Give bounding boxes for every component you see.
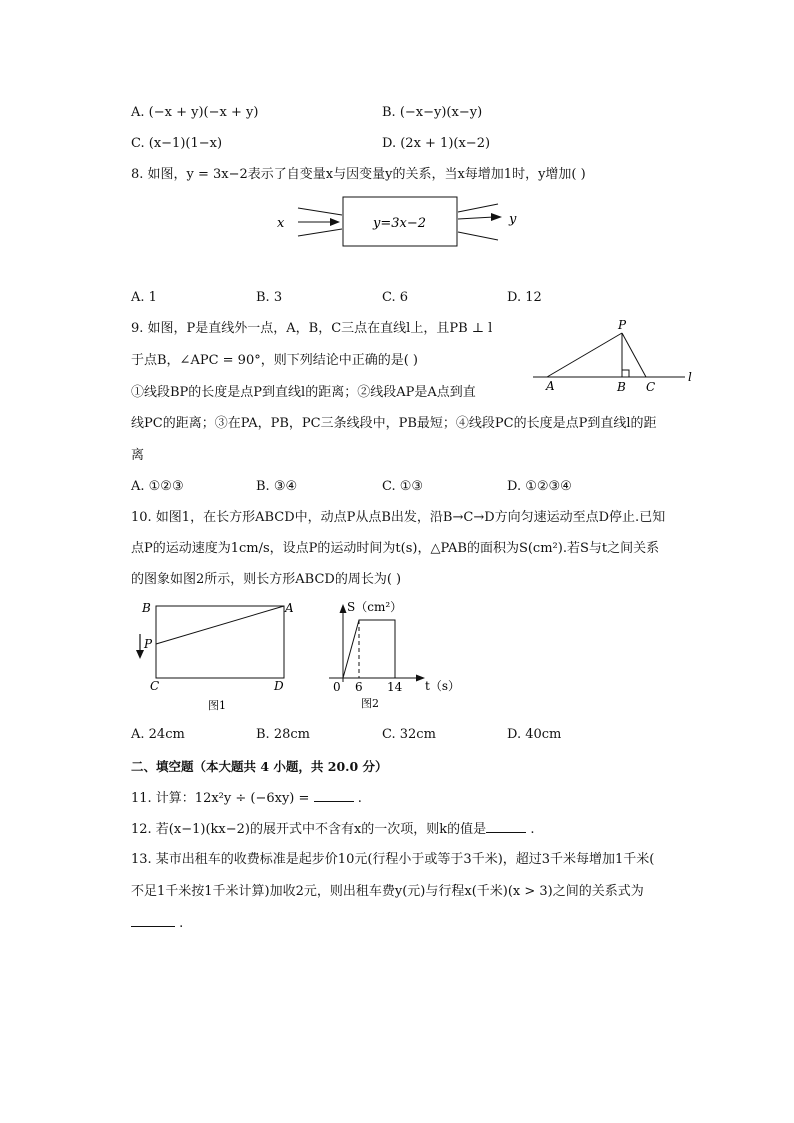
- segment-pa: [156, 606, 284, 644]
- rectangle-abcd: [156, 606, 284, 678]
- q7-option-d: D. (2x + 1)(x−2): [382, 136, 491, 151]
- q9-option-d: D. ①②③④: [507, 479, 572, 494]
- q9-stem-line2: 于点B，∠APC = 90°，则下列结论中正确的是( ): [131, 353, 419, 368]
- q8-option-b: B. 3: [256, 290, 283, 305]
- q10-stem-line1: 10. 如图1，在长方形ABCD中，动点P从点B出发，沿B→C→D方向匀速运动至点D停止.已知: [131, 510, 666, 525]
- q13-answer-blank[interactable]: [131, 914, 175, 927]
- q8-option-a: A. 1: [131, 290, 157, 305]
- q9-figure: [525, 316, 705, 394]
- q10-option-b: B. 28cm: [256, 727, 310, 742]
- q8-option-d: D. 12: [507, 290, 542, 305]
- fig1-label-d: D: [274, 679, 284, 693]
- q10-figure1: [130, 596, 310, 718]
- q10-figure2: [325, 596, 465, 718]
- q10-option-d: D. 40cm: [507, 727, 562, 742]
- q7-option-a: A. (−x + y)(−x + y): [131, 105, 259, 120]
- q8-output-label: y: [509, 212, 517, 227]
- q9-stem-line4: 线PC的距离；③在PA，PB，PC三条线段中，PB最短；④线段PC的长度是点P到直线l的距: [131, 416, 657, 431]
- fig2-x-label: t（s）: [425, 679, 460, 693]
- segment-pa: [547, 333, 622, 377]
- fig1-caption: 图1: [208, 699, 226, 712]
- q8-function-diagram: [270, 190, 530, 252]
- q12: [131, 820, 534, 839]
- fig2-y-label: S（cm²）: [347, 600, 403, 614]
- q12-answer-blank[interactable]: [486, 820, 526, 833]
- fig1-label-p: P: [144, 637, 153, 651]
- q11-answer-blank[interactable]: [314, 789, 354, 802]
- q9-stem-line5: 离: [131, 448, 145, 463]
- q9-label-l: l: [688, 370, 692, 384]
- q8-input-label: x: [277, 216, 285, 231]
- q13-suffix: .: [179, 916, 184, 931]
- q10-option-c: C. 32cm: [382, 727, 436, 742]
- right-angle-mark: [622, 370, 629, 377]
- fig2-origin: 0: [333, 680, 341, 694]
- q7-option-b: B. (−x−y)(x−y): [382, 105, 483, 120]
- fig1-label-b: B: [142, 601, 151, 615]
- q7-option-c: C. (x−1)(1−x): [131, 136, 223, 151]
- q10-stem-line3: 的图象如图2所示，则长方形ABCD的周长为( ): [131, 572, 402, 587]
- q9-stem-line1: 9. 如图，P是直线外一点，A，B，C三点在直线l上，且PB ⊥ l: [131, 321, 493, 336]
- q9-option-c: C. ①③: [382, 479, 424, 494]
- q11-text: 11. 计算：12x²y ÷ (−6xy) =: [131, 791, 314, 806]
- q8-option-c: C. 6: [382, 290, 409, 305]
- q9-label-p: P: [618, 318, 627, 332]
- q8-stem: 8. 如图，y = 3x−2表示了自变量x与因变量y的关系，当x每增加1时，y增加( ): [131, 167, 586, 182]
- fig1-label-a: A: [285, 601, 294, 615]
- q9-stem-line3: ①线段BP的长度是点P到直线l的距离；②线段AP是A点到直: [131, 385, 476, 400]
- q9-label-a: A: [546, 379, 555, 393]
- fig2-tick-6: 6: [355, 680, 363, 694]
- q13-line3: [131, 914, 183, 933]
- q10-option-a: A. 24cm: [131, 727, 185, 742]
- motion-arrow-head: [136, 650, 144, 659]
- q8-box-label: y=3x−2: [373, 216, 427, 231]
- q11-suffix: .: [357, 791, 362, 806]
- q12-text: 12. 若(x−1)(kx−2)的展开式中不含有x的一次项，则k的值是: [131, 822, 487, 837]
- fig2-tick-14: 14: [387, 680, 403, 694]
- q13-line2: 不足1千米按1千米计算)加收2元，则出租车费y(元)与行程x(千米)(x > 3)之间的关系式为: [131, 884, 644, 899]
- q13-line1: 13. 某市出租车的收费标准是起步价10元(行程小于或等于3千米)，超过3千米每增加1千米(: [131, 852, 655, 867]
- fig2-caption: 图2: [361, 697, 379, 710]
- q12-suffix: .: [530, 822, 535, 837]
- q9-option-a: A. ①②③: [131, 479, 184, 494]
- graph-line: [343, 620, 395, 678]
- section-title: 二、填空题（本大题共 4 小题，共 20.0 分）: [131, 759, 388, 774]
- fig1-label-c: C: [150, 679, 160, 693]
- q11: [131, 789, 362, 808]
- q10-stem-line2: 点P的运动速度为1cm/s，设点P的运动时间为t(s)，△PAB的面积为S(cm²).若S与t之间关系: [131, 541, 660, 556]
- q9-label-b: B: [617, 380, 626, 394]
- q9-label-c: C: [646, 380, 656, 394]
- q9-option-b: B. ③④: [256, 479, 298, 494]
